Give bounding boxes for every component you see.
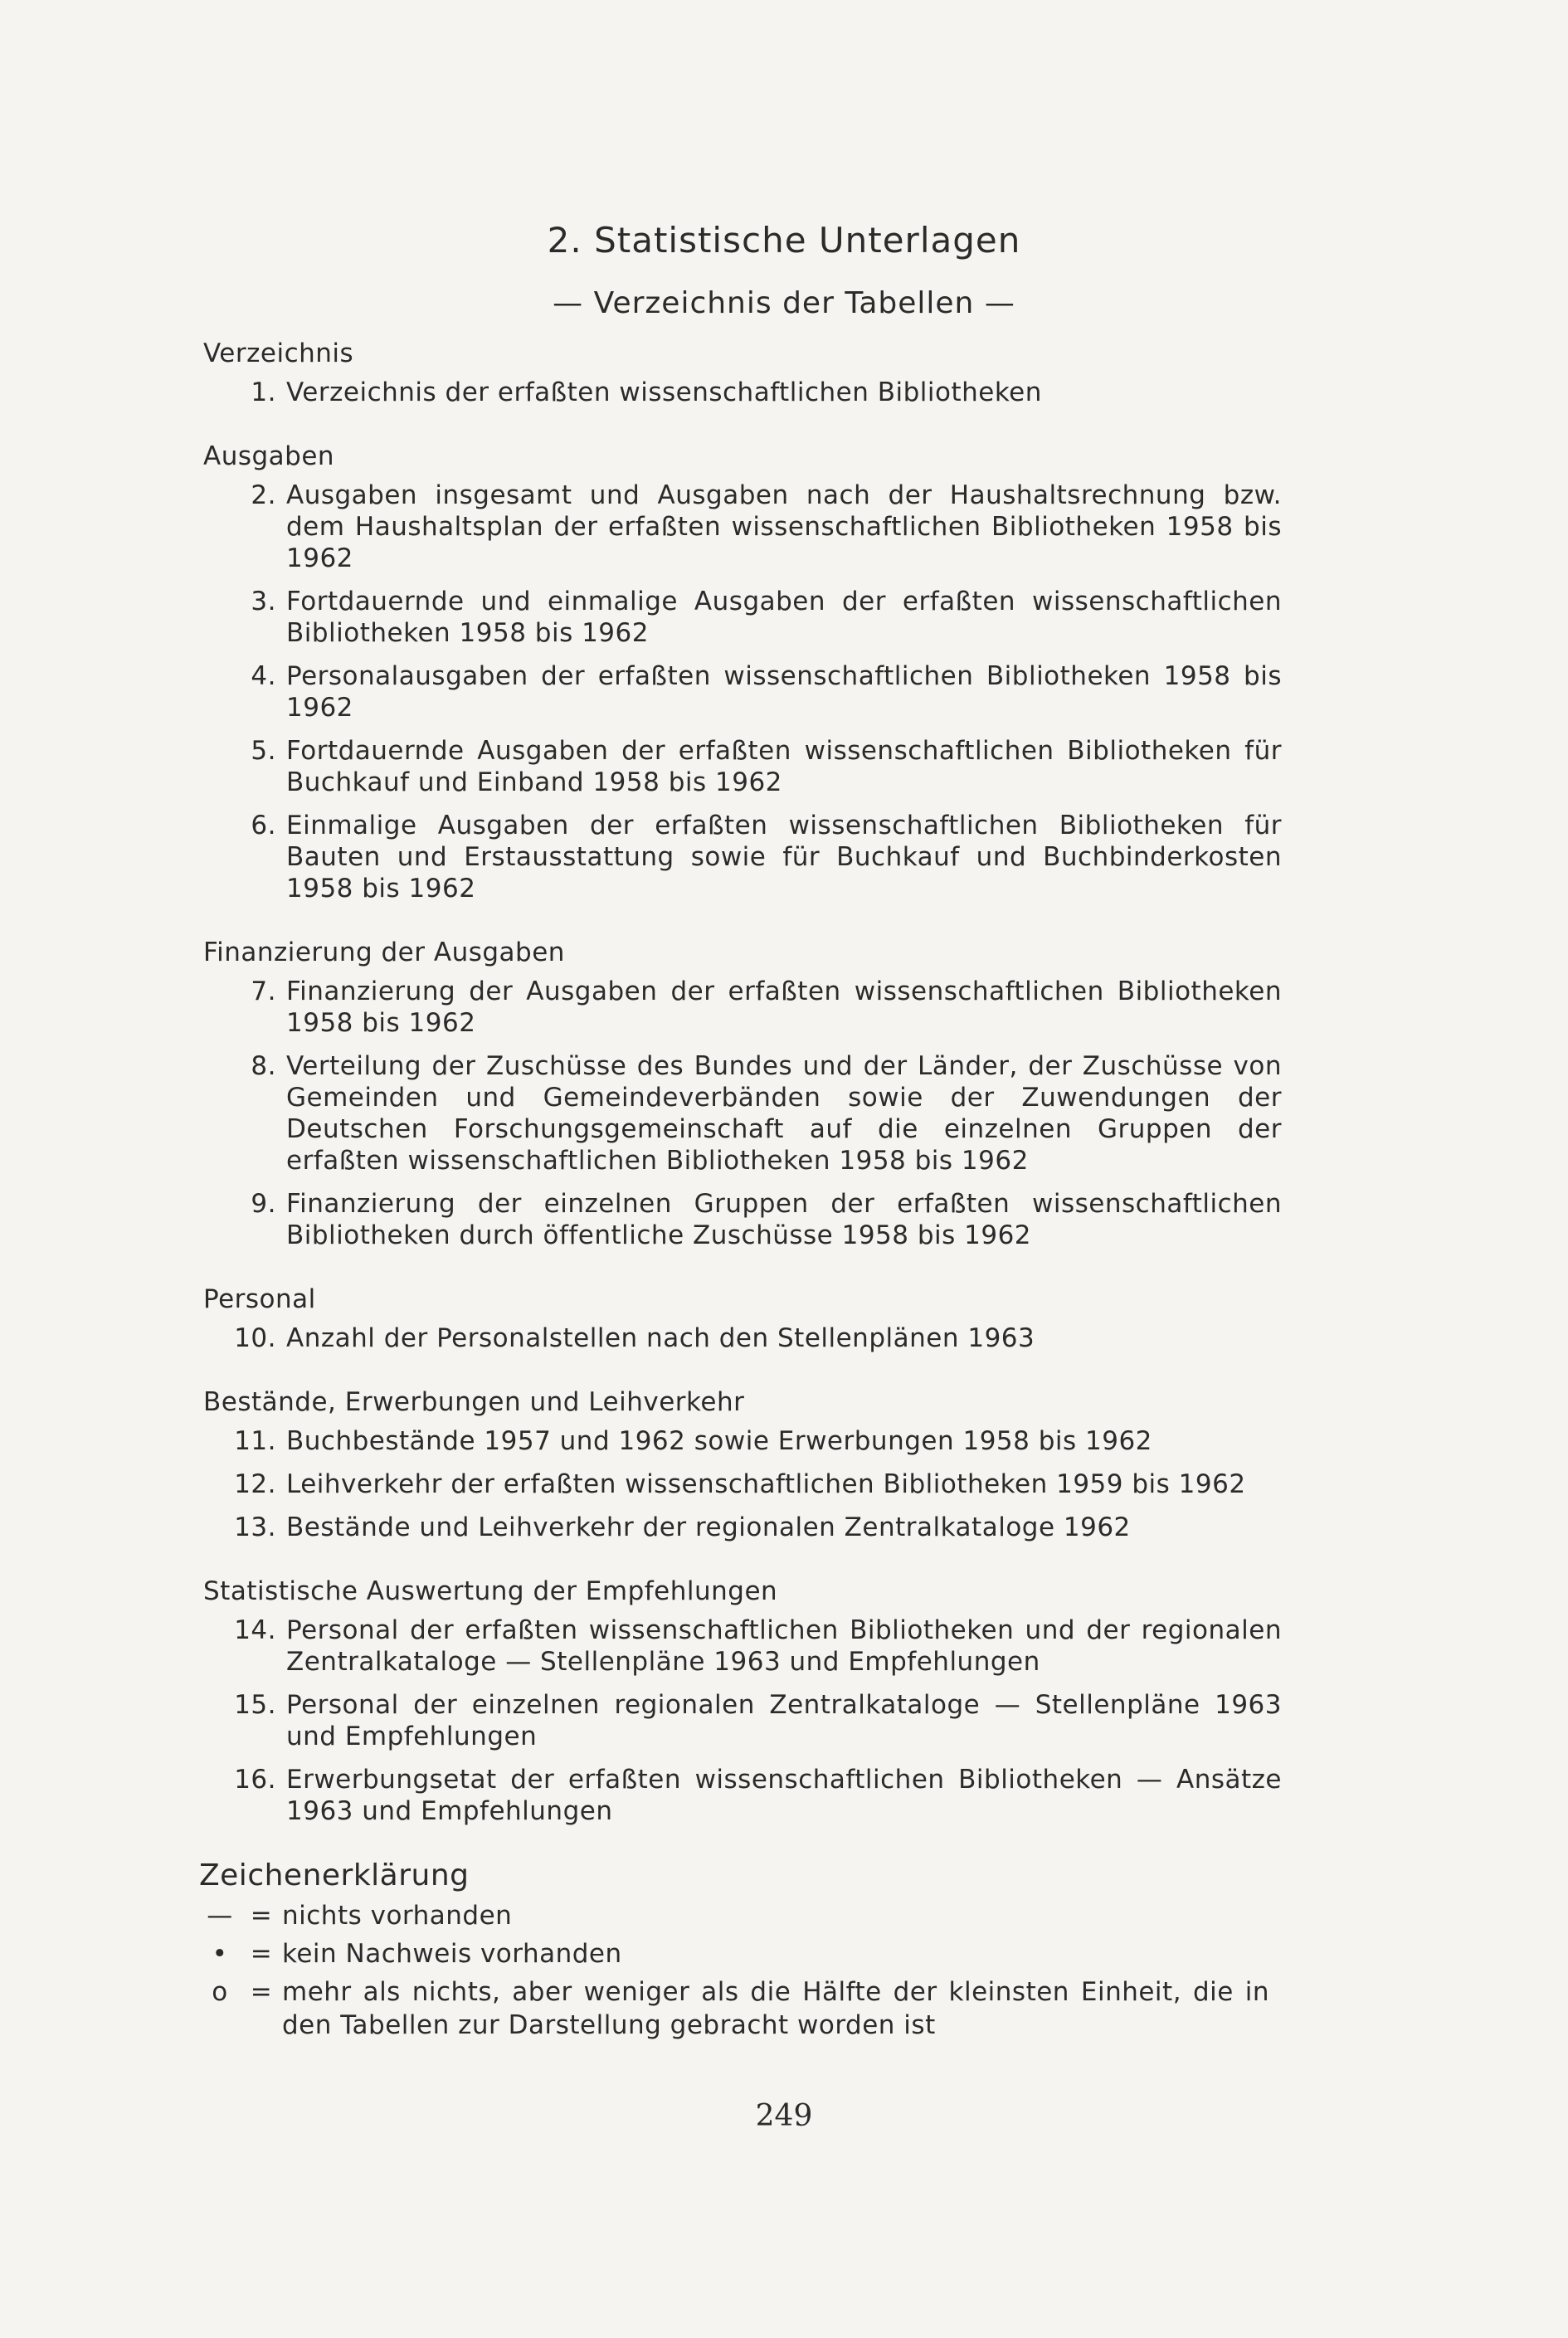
page-subtitle: — Verzeichnis der Tabellen — (553, 286, 1015, 320)
toc-entry (203, 1689, 1282, 1752)
entry-number: 8. (251, 1051, 276, 1081)
entry-number: 6. (251, 811, 276, 840)
section-personal (203, 1284, 1282, 1354)
legend-symbol: — (207, 1901, 233, 1931)
entry-number: 9. (251, 1189, 276, 1219)
section-finanzierung (203, 938, 1282, 1251)
entry-number: 7. (251, 977, 276, 1006)
section-title: Ausgaben (203, 441, 335, 471)
entry-text: Personal der einzelnen regionalen Zentralkataloge — Stellenpläne 1963 und Empfehlungen (286, 1690, 1282, 1751)
entry-number: 12. (234, 1469, 276, 1499)
section-title: Statistische Auswertung der Empfehlungen (203, 1576, 778, 1606)
legend-symbol: • (212, 1939, 228, 1969)
toc-entry (203, 1764, 1282, 1827)
legend-text: nichts vorhanden (282, 1901, 513, 1931)
entry-number: 10. (234, 1323, 276, 1353)
symbol-legend (199, 1858, 1269, 2047)
toc-entry (203, 1512, 1282, 1543)
entry-text: Personal der erfaßten wissenschaftlichen Bibliotheken und der regionalen Zentralkataloge — Stellenpläne 1963 und Empfehlungen (286, 1615, 1282, 1677)
entry-text: Personalausgaben der erfaßten wissenschaftlichen Bibliotheken 1958 bis 1962 (286, 661, 1282, 723)
entry-text: Einmalige Ausgaben der erfaßten wissenschaftlichen Bibliotheken für Bauten und Erstausstattung sowie für Buchkauf und Buchbinderkosten 1958 bis 1962 (286, 811, 1282, 904)
entry-number: 4. (251, 661, 276, 691)
entry-text: Erwerbungsetat der erfaßten wissenschaftlichen Bibliotheken — Ansätze 1963 und Empfehlungen (286, 1765, 1282, 1826)
legend-row (199, 1937, 1269, 1970)
legend-equals: = (250, 1977, 273, 2007)
entry-number: 16. (234, 1765, 276, 1795)
entry-number: 11. (234, 1426, 276, 1456)
entry-number: 14. (234, 1615, 276, 1645)
entry-number: 3. (251, 587, 276, 616)
toc-entry (203, 1188, 1282, 1251)
legend-symbol: o (212, 1977, 228, 2007)
section-title: Verzeichnis (203, 339, 354, 368)
entry-text: Verteilung der Zuschüsse des Bundes und der Länder, der Zuschüsse von Gemeinden und Gemeindeverbänden sowie der Zuwendungen der Deutschen Forschungsgemeinschaft auf die einzelnen Gruppen der erfaßten wissenschaftlichen Bibliotheken 1958 bis 1962 (286, 1051, 1282, 1176)
entry-text: Anzahl der Personalstellen nach den Stellenplänen 1963 (286, 1323, 1035, 1353)
legend-text: kein Nachweis vorhanden (282, 1939, 622, 1969)
legend-row (199, 1975, 1269, 2042)
entry-number: 13. (234, 1512, 276, 1542)
toc-entry (203, 1425, 1282, 1457)
entry-number: 2. (251, 480, 276, 510)
legend-equals: = (250, 1901, 273, 1931)
table-of-contents (203, 339, 1282, 1839)
section-title: Bestände, Erwerbungen und Leihverkehr (203, 1387, 745, 1417)
page-number: 249 (755, 2099, 813, 2133)
toc-entry (203, 1469, 1282, 1500)
entry-text: Finanzierung der Ausgaben der erfaßten wissenschaftlichen Bibliotheken 1958 bis 1962 (286, 977, 1282, 1038)
section-ausgaben (203, 441, 1282, 904)
entry-text: Buchbestände 1957 und 1962 sowie Erwerbungen 1958 bis 1962 (286, 1426, 1152, 1456)
section-title: Personal (203, 1284, 316, 1314)
section-title: Finanzierung der Ausgaben (203, 938, 565, 967)
entry-number: 5. (251, 736, 276, 766)
entry-text: Fortdauernde Ausgaben der erfaßten wissenschaftlichen Bibliotheken für Buchkauf und Einband 1958 bis 1962 (286, 736, 1282, 797)
toc-entry (203, 586, 1282, 649)
entry-text: Leihverkehr der erfaßten wissenschaftlichen Bibliotheken 1959 bis 1962 (286, 1469, 1246, 1499)
toc-entry (203, 1615, 1282, 1678)
legend-row (199, 1899, 1269, 1932)
entry-text: Bestände und Leihverkehr der regionalen Zentralkataloge 1962 (286, 1512, 1131, 1542)
entry-text: Fortdauernde und einmalige Ausgaben der erfaßten wissenschaftlichen Bibliotheken 1958 bis 1962 (286, 587, 1282, 648)
section-bestaende (203, 1387, 1282, 1543)
toc-entry (203, 976, 1282, 1039)
entry-number: 1. (251, 377, 276, 407)
toc-entry (203, 810, 1282, 904)
toc-entry (203, 735, 1282, 798)
toc-entry (203, 377, 1282, 408)
entry-number: 15. (234, 1690, 276, 1720)
legend-equals: = (250, 1939, 273, 1969)
toc-entry (203, 1050, 1282, 1176)
entry-text: Ausgaben insgesamt und Ausgaben nach der Haushaltsrechnung bzw. dem Haushaltsplan der erfaßten wissenschaftlichen Bibliotheken 1958 bis 1962 (286, 480, 1282, 573)
toc-entry (203, 660, 1282, 723)
entry-text: Finanzierung der einzelnen Gruppen der erfaßten wissenschaftlichen Bibliotheken durch öffentliche Zuschüsse 1958 bis 1962 (286, 1189, 1282, 1250)
section-verzeichnis (203, 339, 1282, 408)
toc-entry (203, 1322, 1282, 1354)
page-title: 2. Statistische Unterlagen (547, 220, 1021, 261)
section-auswertung (203, 1576, 1282, 1827)
legend-title: Zeichenerklärung (199, 1858, 470, 1892)
entry-text: Verzeichnis der erfaßten wissenschaftlichen Bibliotheken (286, 377, 1042, 407)
toc-entry (203, 480, 1282, 574)
legend-text: mehr als nichts, aber weniger als die Hälfte der kleinsten Einheit, die in den Tabellen zur Darstellung gebracht worden ist (282, 1977, 1269, 2040)
